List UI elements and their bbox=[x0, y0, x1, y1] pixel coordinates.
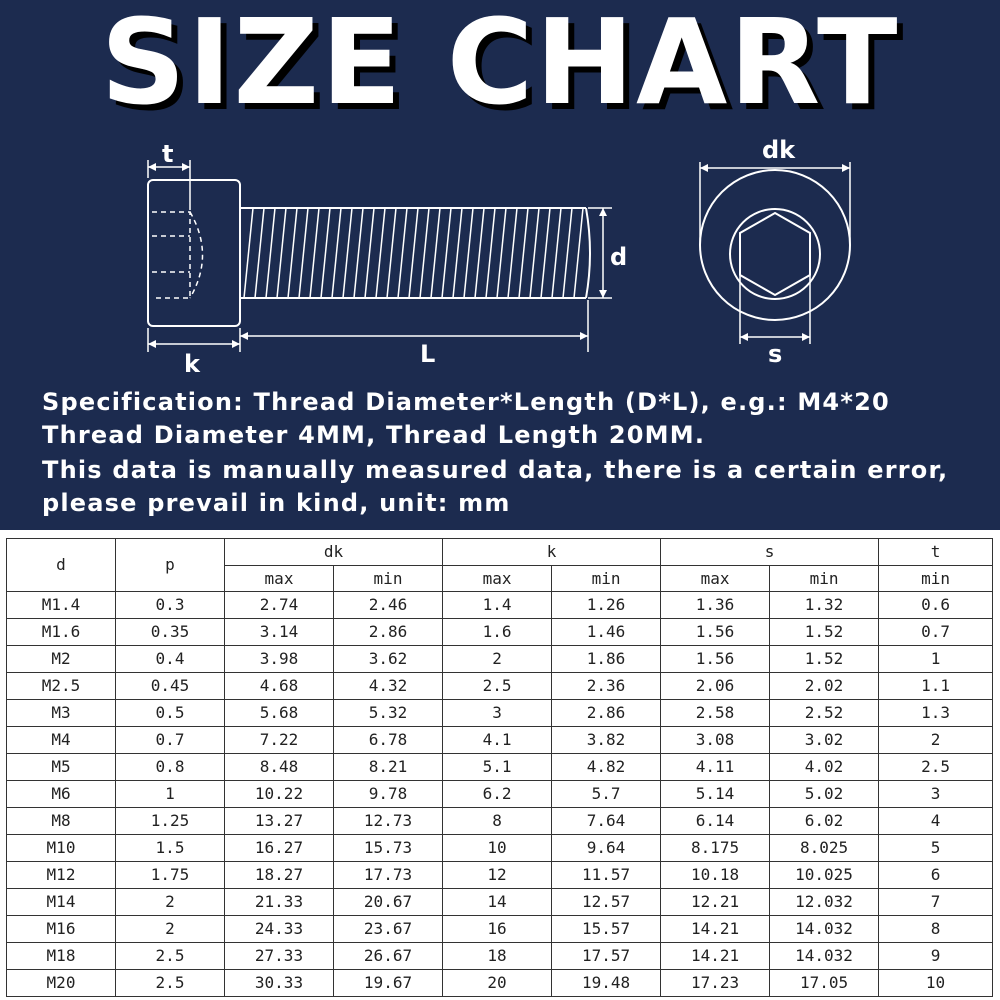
thread-line bbox=[332, 208, 341, 298]
table-cell: 12.21 bbox=[661, 889, 770, 916]
thread-line bbox=[420, 208, 429, 298]
table-cell: 5.32 bbox=[334, 700, 443, 727]
specification-text bbox=[42, 386, 987, 520]
table-cell: 14.032 bbox=[770, 916, 879, 943]
table-cell: 1.46 bbox=[552, 619, 661, 646]
thread-line bbox=[321, 208, 330, 298]
table-cell: 5 bbox=[879, 835, 993, 862]
table-cell: 0.6 bbox=[879, 592, 993, 619]
table-row bbox=[7, 592, 993, 619]
table-cell: 1.56 bbox=[661, 619, 770, 646]
table-cell: 14 bbox=[443, 889, 552, 916]
table-cell: 12.032 bbox=[770, 889, 879, 916]
header-d: d bbox=[7, 539, 116, 592]
header-dk: dk bbox=[225, 539, 443, 566]
table-row bbox=[7, 727, 993, 754]
table-cell: 8.21 bbox=[334, 754, 443, 781]
table-cell: 8.48 bbox=[225, 754, 334, 781]
table-cell: M4 bbox=[7, 727, 116, 754]
table-cell: M18 bbox=[7, 943, 116, 970]
table-cell: 1.6 bbox=[443, 619, 552, 646]
table-cell: 3.82 bbox=[552, 727, 661, 754]
table-cell: 26.67 bbox=[334, 943, 443, 970]
table-cell: M3 bbox=[7, 700, 116, 727]
thread-line bbox=[244, 208, 253, 298]
table-cell: 12.73 bbox=[334, 808, 443, 835]
table-cell: 6.14 bbox=[661, 808, 770, 835]
table-cell: 9 bbox=[879, 943, 993, 970]
table-cell: M6 bbox=[7, 781, 116, 808]
table-cell: 11.57 bbox=[552, 862, 661, 889]
bolt-head bbox=[148, 180, 240, 326]
table-cell: M1.6 bbox=[7, 619, 116, 646]
table-cell: 10 bbox=[879, 970, 993, 997]
thread-line bbox=[266, 208, 275, 298]
table-cell: 2.74 bbox=[225, 592, 334, 619]
table-cell: 4.02 bbox=[770, 754, 879, 781]
table-cell: 6.02 bbox=[770, 808, 879, 835]
table-cell: 3.14 bbox=[225, 619, 334, 646]
table-cell: M16 bbox=[7, 916, 116, 943]
table-row bbox=[7, 619, 993, 646]
table-body bbox=[7, 592, 993, 997]
table-cell: M2.5 bbox=[7, 673, 116, 700]
thread-line bbox=[453, 208, 462, 298]
table-cell: 0.7 bbox=[116, 727, 225, 754]
table-cell: 7.64 bbox=[552, 808, 661, 835]
spec-line-1: Specification: Thread Diameter*Length (D*L), e.g.: M4*20 Thread Diameter 4MM, Thread Length 20MM. bbox=[42, 388, 890, 449]
header-s: s bbox=[661, 539, 879, 566]
table-cell: M2 bbox=[7, 646, 116, 673]
table-cell: 18 bbox=[443, 943, 552, 970]
label-L: L bbox=[420, 340, 436, 368]
table-row bbox=[7, 970, 993, 997]
table-cell: 2.36 bbox=[552, 673, 661, 700]
table-cell: 1.32 bbox=[770, 592, 879, 619]
size-table-panel bbox=[0, 530, 1000, 1000]
thread-line bbox=[486, 208, 495, 298]
table-cell: 2.58 bbox=[661, 700, 770, 727]
table-cell: 13.27 bbox=[225, 808, 334, 835]
table-cell: 5.02 bbox=[770, 781, 879, 808]
table-cell: 1 bbox=[116, 781, 225, 808]
table-row bbox=[7, 754, 993, 781]
table-cell: M8 bbox=[7, 808, 116, 835]
table-cell: M1.4 bbox=[7, 592, 116, 619]
header-t-min: min bbox=[879, 566, 993, 592]
table-cell: 2.86 bbox=[552, 700, 661, 727]
thread-line bbox=[563, 208, 572, 298]
table-cell: 16.27 bbox=[225, 835, 334, 862]
thread-line bbox=[387, 208, 396, 298]
table-cell: 14.032 bbox=[770, 943, 879, 970]
table-cell: 27.33 bbox=[225, 943, 334, 970]
header-s-max: max bbox=[661, 566, 770, 592]
table-cell: 0.35 bbox=[116, 619, 225, 646]
table-cell: 2.52 bbox=[770, 700, 879, 727]
table-cell: 9.64 bbox=[552, 835, 661, 862]
table-row bbox=[7, 781, 993, 808]
table-cell: 3 bbox=[879, 781, 993, 808]
header-k: k bbox=[443, 539, 661, 566]
table-cell: 3.98 bbox=[225, 646, 334, 673]
table-cell: 15.73 bbox=[334, 835, 443, 862]
table-cell: 8 bbox=[879, 916, 993, 943]
table-cell: 2.06 bbox=[661, 673, 770, 700]
head-end-view bbox=[700, 170, 850, 320]
table-cell: 2.5 bbox=[116, 943, 225, 970]
table-cell: 7.22 bbox=[225, 727, 334, 754]
size-table bbox=[6, 538, 993, 997]
thread-line bbox=[552, 208, 561, 298]
table-cell: 2 bbox=[116, 916, 225, 943]
table-cell: 4.32 bbox=[334, 673, 443, 700]
table-cell: 1.25 bbox=[116, 808, 225, 835]
table-cell: 17.23 bbox=[661, 970, 770, 997]
thread-line bbox=[299, 208, 308, 298]
table-cell: 4.1 bbox=[443, 727, 552, 754]
header-dk-max: max bbox=[225, 566, 334, 592]
table-cell: 20 bbox=[443, 970, 552, 997]
thread-line bbox=[508, 208, 517, 298]
table-cell: 21.33 bbox=[225, 889, 334, 916]
table-cell: 23.67 bbox=[334, 916, 443, 943]
table-cell: 12 bbox=[443, 862, 552, 889]
thread-line bbox=[530, 208, 539, 298]
table-cell: 15.57 bbox=[552, 916, 661, 943]
table-cell: 3.08 bbox=[661, 727, 770, 754]
table-cell: 1.36 bbox=[661, 592, 770, 619]
table-cell: 8 bbox=[443, 808, 552, 835]
table-cell: 3.02 bbox=[770, 727, 879, 754]
header-k-min: min bbox=[552, 566, 661, 592]
table-row bbox=[7, 943, 993, 970]
thread-line bbox=[497, 208, 506, 298]
table-cell: 1.52 bbox=[770, 619, 879, 646]
table-cell: 3 bbox=[443, 700, 552, 727]
thread-line bbox=[541, 208, 550, 298]
table-row bbox=[7, 673, 993, 700]
table-row bbox=[7, 889, 993, 916]
spec-line-2: This data is manually measured data, there is a certain error, please prevail in kind, unit: mm bbox=[42, 456, 949, 517]
table-row bbox=[7, 862, 993, 889]
table-cell: 17.05 bbox=[770, 970, 879, 997]
table-cell: 2.46 bbox=[334, 592, 443, 619]
header-p: p bbox=[116, 539, 225, 592]
header-dk-min: min bbox=[334, 566, 443, 592]
bolt-diagram bbox=[0, 130, 1000, 380]
thread-line bbox=[310, 208, 319, 298]
table-cell: 30.33 bbox=[225, 970, 334, 997]
table-cell: 24.33 bbox=[225, 916, 334, 943]
table-cell: 19.48 bbox=[552, 970, 661, 997]
table-cell: 8.175 bbox=[661, 835, 770, 862]
thread-line bbox=[519, 208, 528, 298]
table-cell: 7 bbox=[879, 889, 993, 916]
table-cell: 12.57 bbox=[552, 889, 661, 916]
table-cell: 16 bbox=[443, 916, 552, 943]
hex-socket bbox=[740, 213, 810, 295]
table-cell: M10 bbox=[7, 835, 116, 862]
table-cell: 10.025 bbox=[770, 862, 879, 889]
table-cell: 4.11 bbox=[661, 754, 770, 781]
table-cell: 3.62 bbox=[334, 646, 443, 673]
table-cell: 2.02 bbox=[770, 673, 879, 700]
thread-line bbox=[288, 208, 297, 298]
table-cell: 10 bbox=[443, 835, 552, 862]
table-cell: 10.18 bbox=[661, 862, 770, 889]
thread-line bbox=[475, 208, 484, 298]
table-cell: 14.21 bbox=[661, 943, 770, 970]
table-cell: 0.7 bbox=[879, 619, 993, 646]
table-cell: 0.3 bbox=[116, 592, 225, 619]
table-cell: 1 bbox=[879, 646, 993, 673]
thread-line bbox=[343, 208, 352, 298]
table-cell: 4.82 bbox=[552, 754, 661, 781]
table-row bbox=[7, 700, 993, 727]
table-cell: 0.8 bbox=[116, 754, 225, 781]
table-cell: M5 bbox=[7, 754, 116, 781]
table-cell: 18.27 bbox=[225, 862, 334, 889]
thread-line bbox=[398, 208, 407, 298]
table-cell: 4 bbox=[879, 808, 993, 835]
label-dk: dk bbox=[762, 136, 796, 164]
table-cell: 2.86 bbox=[334, 619, 443, 646]
table-cell: 1.5 bbox=[116, 835, 225, 862]
table-cell: 1.1 bbox=[879, 673, 993, 700]
label-s: s bbox=[768, 340, 783, 368]
thread-line bbox=[442, 208, 451, 298]
thread-line bbox=[376, 208, 385, 298]
table-cell: 2 bbox=[443, 646, 552, 673]
label-t: t bbox=[162, 140, 174, 168]
thread-line bbox=[574, 208, 583, 298]
thread-line bbox=[409, 208, 418, 298]
thread-line bbox=[365, 208, 374, 298]
table-cell: 2 bbox=[116, 889, 225, 916]
table-cell: 6.2 bbox=[443, 781, 552, 808]
thread-line bbox=[464, 208, 473, 298]
table-cell: 5.1 bbox=[443, 754, 552, 781]
table-cell: 1.4 bbox=[443, 592, 552, 619]
table-cell: 0.45 bbox=[116, 673, 225, 700]
table-cell: 4.68 bbox=[225, 673, 334, 700]
table-cell: 9.78 bbox=[334, 781, 443, 808]
table-cell: 6 bbox=[879, 862, 993, 889]
table-cell: 5.68 bbox=[225, 700, 334, 727]
table-cell: 14.21 bbox=[661, 916, 770, 943]
table-cell: 1.52 bbox=[770, 646, 879, 673]
table-cell: 1.56 bbox=[661, 646, 770, 673]
table-cell: 17.57 bbox=[552, 943, 661, 970]
label-k: k bbox=[184, 350, 200, 378]
table-cell: 2 bbox=[879, 727, 993, 754]
table-cell: M14 bbox=[7, 889, 116, 916]
header-k-max: max bbox=[443, 566, 552, 592]
table-cell: 0.4 bbox=[116, 646, 225, 673]
table-cell: M12 bbox=[7, 862, 116, 889]
table-cell: 20.67 bbox=[334, 889, 443, 916]
table-cell: 2.5 bbox=[443, 673, 552, 700]
table-row bbox=[7, 808, 993, 835]
table-cell: 5.7 bbox=[552, 781, 661, 808]
table-cell: 1.75 bbox=[116, 862, 225, 889]
thread-line bbox=[431, 208, 440, 298]
thread-line bbox=[255, 208, 264, 298]
table-row bbox=[7, 835, 993, 862]
table-cell: 1.3 bbox=[879, 700, 993, 727]
table-cell: 8.025 bbox=[770, 835, 879, 862]
table-cell: 6.78 bbox=[334, 727, 443, 754]
label-d: d bbox=[610, 243, 628, 271]
table-cell: 1.26 bbox=[552, 592, 661, 619]
table-row bbox=[7, 646, 993, 673]
table-cell: 5.14 bbox=[661, 781, 770, 808]
table-cell: 2.5 bbox=[116, 970, 225, 997]
table-cell: 17.73 bbox=[334, 862, 443, 889]
table-cell: 10.22 bbox=[225, 781, 334, 808]
socket-hidden-line bbox=[152, 212, 190, 298]
table-cell: 0.5 bbox=[116, 700, 225, 727]
thread-line bbox=[354, 208, 363, 298]
thread-line bbox=[277, 208, 286, 298]
thread-lines bbox=[244, 208, 583, 298]
table-cell: 2.5 bbox=[879, 754, 993, 781]
page-title: SIZE CHART bbox=[100, 0, 900, 131]
table-cell: 19.67 bbox=[334, 970, 443, 997]
table-row bbox=[7, 916, 993, 943]
table-cell: 1.86 bbox=[552, 646, 661, 673]
header-s-min: min bbox=[770, 566, 879, 592]
table-cell: M20 bbox=[7, 970, 116, 997]
header-t: t bbox=[879, 539, 993, 566]
